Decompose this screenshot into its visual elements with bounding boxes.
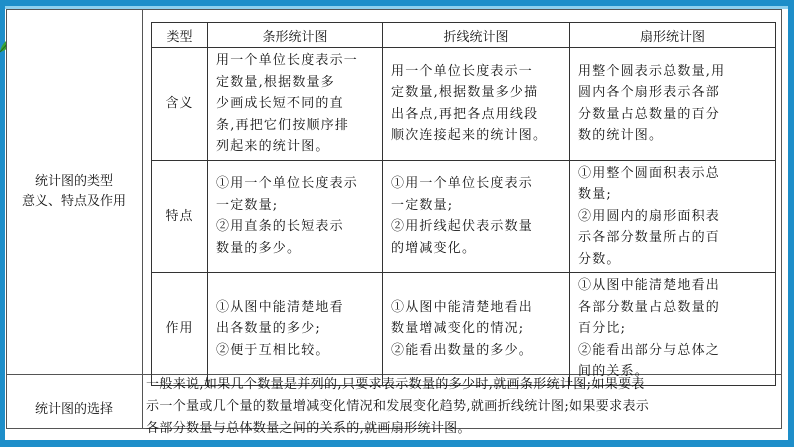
selection-text-line: 示一个量或几个量的数量增减变化情况和发展变化趋势,就画折线统计图;如果要求表示 xyxy=(146,399,650,414)
text-line: 定数量,根据数量多少描 xyxy=(391,85,539,101)
selection-text-line: 一般来说,如果几个数量是并列的,只要求表示数量的多少时,就画条形统计图;如果要表 xyxy=(146,377,645,392)
header-line-chart: 折线统计图 xyxy=(383,23,570,48)
text-line: ①用整个圆面积表示总 xyxy=(578,165,721,181)
text-line: 出各数量的多少; xyxy=(216,321,321,336)
text-line: 数量; xyxy=(578,187,612,202)
text-line: 用一个单位长度表示一 xyxy=(216,53,359,68)
column-divider xyxy=(142,10,143,428)
text-line: ①从图中能清楚地看出 xyxy=(391,299,534,315)
chart-types-label xyxy=(6,172,142,212)
text-line: ②能看出数量的多少。 xyxy=(391,342,534,358)
table-header-row xyxy=(152,23,776,48)
text-line: 顺次连接起来的统计图。 xyxy=(391,128,548,144)
text-line: 百分比; xyxy=(578,321,627,336)
text-line: ①用一个单位长度表示 xyxy=(216,176,359,192)
text-line: 条,再把它们按顺序排 xyxy=(216,117,350,133)
table-row-uses xyxy=(152,273,776,386)
cell-pie-meaning xyxy=(570,48,776,161)
chart-selection-label: 统计图的选择 xyxy=(34,402,113,417)
row-label-meaning: 含义 xyxy=(152,48,208,161)
text-line: 各部分数量占总数量的 xyxy=(578,299,721,315)
text-line: 少画成长短不同的直 xyxy=(216,96,344,111)
text-line: ②便于互相比较。 xyxy=(216,342,330,358)
text-line: 分数。 xyxy=(578,251,621,267)
text-line: 数的统计图。 xyxy=(578,128,664,144)
text-line: ②能看出部分与总体之 xyxy=(578,342,721,358)
chart-types-label-line-2: 意义、特点及作用 xyxy=(21,194,126,209)
text-line: 用整个圆表示总数量,用 xyxy=(578,63,726,79)
text-line: 圆内各个扇形表示各部 xyxy=(578,85,721,101)
cell-line-uses xyxy=(383,273,570,386)
text-line: ②用直条的长短表示 xyxy=(216,219,344,235)
text-line: ①用一个单位长度表示 xyxy=(391,176,534,192)
chart-selection-text xyxy=(146,374,776,440)
text-line: ①从图中能清楚地看 xyxy=(216,299,344,315)
header-pie-chart: 扇形统计图 xyxy=(570,23,776,48)
text-line: 分数量占总数量的百分 xyxy=(578,106,721,122)
cell-bar-meaning xyxy=(208,48,383,161)
cell-pie-uses xyxy=(570,273,776,386)
cell-line-meaning xyxy=(383,48,570,161)
selection-text-line: 各部分数量与总体数量之间的关系的,就画扇形统计图。 xyxy=(146,421,471,436)
row-label-features: 特点 xyxy=(152,160,208,273)
text-line: ②用折线起伏表示数量 xyxy=(391,219,534,235)
table-row-meaning xyxy=(152,48,776,161)
text-line: 间的关系。 xyxy=(578,364,650,379)
header-type: 类型 xyxy=(152,23,208,48)
text-line: ②用圆内的扇形面积表 xyxy=(578,208,721,224)
cell-bar-features xyxy=(208,160,383,273)
text-line: 示各部分数量所占的百 xyxy=(578,230,721,245)
text-line: 出各点,再把各点用线段 xyxy=(391,106,539,122)
chart-types-table xyxy=(151,22,776,386)
row-label-uses: 作用 xyxy=(152,273,208,386)
text-line: 一定数量; xyxy=(391,197,454,213)
text-line: 一定数量; xyxy=(216,197,279,213)
text-line: 定数量,根据数量多 xyxy=(216,74,335,90)
text-line: 用一个单位长度表示一 xyxy=(391,63,534,79)
chart-types-label-line-1: 统计图的类型 xyxy=(34,174,113,189)
table-row-features xyxy=(152,160,776,273)
slide-frame-bottom xyxy=(0,440,794,447)
cell-line-features xyxy=(383,160,570,273)
slide-frame-left xyxy=(0,0,5,447)
text-line: 数量增减变化的情况; xyxy=(391,321,525,336)
text-line: 的增减变化。 xyxy=(391,240,477,256)
slide-frame-right xyxy=(788,0,794,447)
cell-pie-features xyxy=(570,160,776,273)
text-line: ①从图中能清楚地看出 xyxy=(578,278,721,293)
header-bar-chart: 条形统计图 xyxy=(208,23,383,48)
text-line: 列起来的统计图。 xyxy=(216,139,330,154)
text-line: 数量的多少。 xyxy=(216,240,302,256)
cell-bar-uses xyxy=(208,273,383,386)
